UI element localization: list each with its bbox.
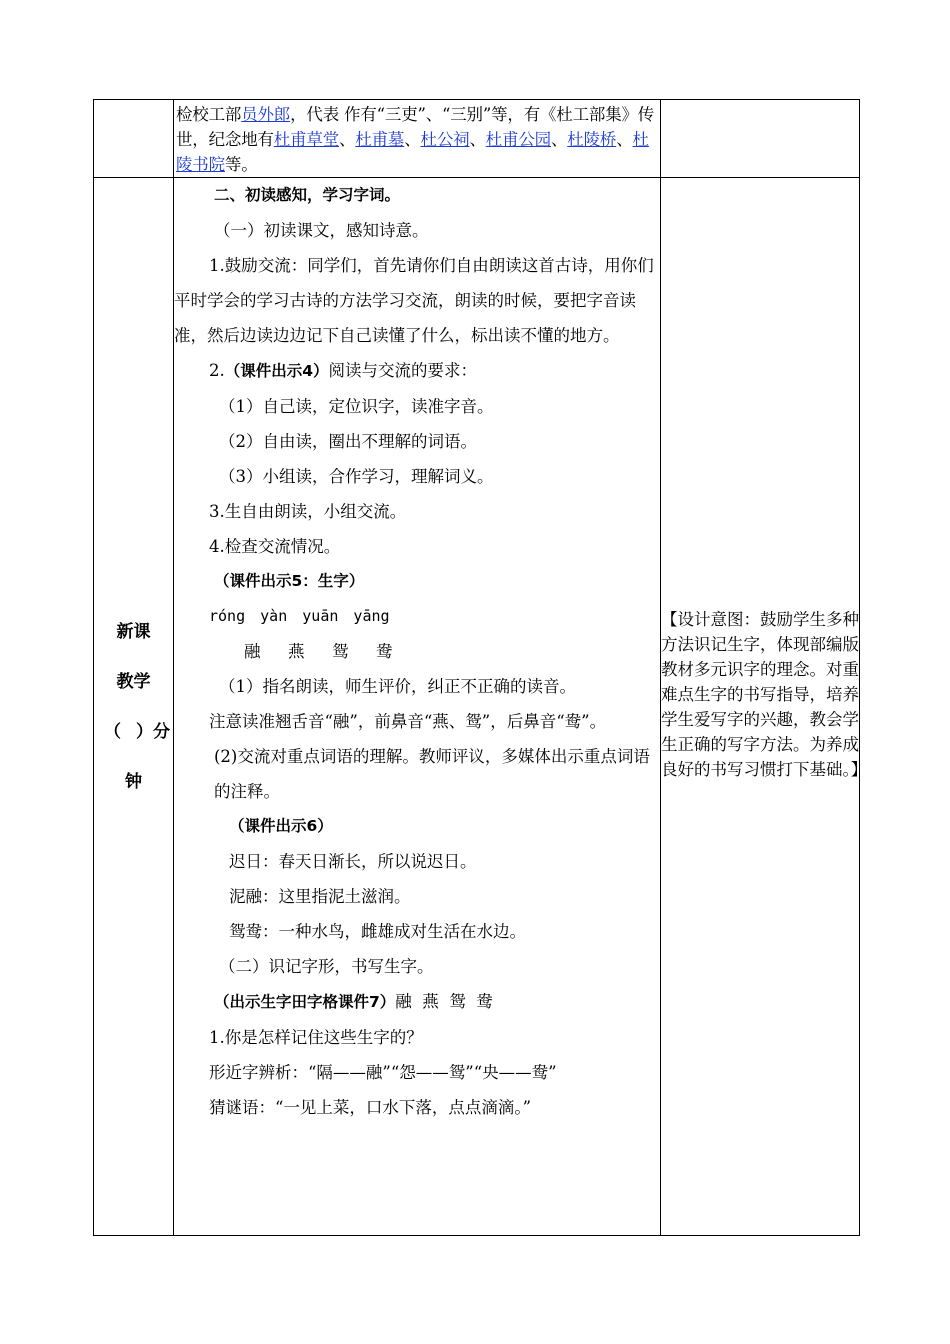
- design-intent-note: 【设计意图：鼓励学生多种方法识记生字，体现部编版教材多元识字的理念。对重难点生字的书写指导，培养学生爱写字的兴趣，教会学生正确的写字方法。为养成良好的书写习惯打下基础。】: [661, 610, 868, 779]
- character-list: 融 燕 鸳 鸯: [395, 992, 493, 1011]
- teaching-content-cell: [174, 178, 661, 1236]
- empty-cell: [661, 100, 860, 178]
- list-item: （2）自由读，圈出不理解的词语。: [219, 432, 477, 451]
- separator: 、: [339, 130, 356, 149]
- list-item: （1）指名朗读，师生评价，纠正不正确的读音。: [219, 677, 576, 696]
- section-label-line: 钟: [125, 771, 142, 792]
- paragraph: 猜谜语：“一见上菜，口水下落，点点滴滴。”: [209, 1098, 532, 1117]
- paragraph: [174, 984, 660, 1020]
- link-dugong-ci[interactable]: 杜公祠: [420, 130, 470, 149]
- author-intro-cell: [174, 100, 661, 178]
- courseware-label: （课件出示4）: [224, 362, 329, 380]
- character: 鸳: [332, 642, 349, 661]
- paragraph: 1.你是怎样记住这些生字的？: [209, 1028, 423, 1047]
- paragraph: 注意读准翘舌音“融”，前鼻音“燕、鸳”，后鼻音“鸯”。: [209, 712, 607, 731]
- glossary-item: 泥融：这里指泥土滋润。: [229, 887, 411, 906]
- separator: 、: [404, 130, 421, 149]
- table-row: [94, 178, 860, 1236]
- character: 燕: [288, 642, 305, 661]
- list-item: （3）小组读，合作学习，理解词义。: [219, 467, 494, 486]
- paragraph: 形近字辨析：“隔——融”“怨——鸳”“央——鸯”: [209, 1063, 557, 1082]
- list-item: （1）自己读，定位识字，读准字音。: [219, 397, 494, 416]
- link-dufu-caotang[interactable]: 杜甫草堂: [273, 130, 340, 149]
- intro-text: ，代表 作有“三吏”、“三别”等，有《杜工部集》传世，纪念地有: [176, 105, 655, 149]
- intro-text: 等。: [224, 155, 258, 174]
- item-number: 2.: [209, 361, 225, 380]
- separator: 、: [616, 130, 633, 149]
- separator: 、: [469, 130, 486, 149]
- minutes-label: ）分: [136, 721, 170, 742]
- link-dufu-park[interactable]: 杜甫公园: [485, 130, 551, 149]
- paragraph: 4.检查交流情况。: [209, 537, 341, 556]
- author-intro-text: [174, 100, 660, 177]
- link-duling-bridge[interactable]: 杜陵桥: [567, 130, 617, 149]
- link-yuanwailang[interactable]: 员外郎: [241, 105, 291, 124]
- paren-open: （: [104, 721, 121, 742]
- paragraph: 3.生自由朗读，小组交流。: [209, 502, 407, 521]
- duration-label: [94, 707, 173, 757]
- link-dufu-mu[interactable]: 杜甫墓: [355, 130, 405, 149]
- subsection-heading: （二）识记字形，书写生字。: [219, 957, 434, 976]
- paragraph: [174, 353, 660, 389]
- section-label-cell: [94, 178, 174, 1236]
- pinyin-row: róng yàn yuān yāng: [209, 607, 390, 625]
- intro-text: 检校工部: [176, 105, 242, 124]
- character: 鸯: [376, 642, 393, 661]
- design-intent-cell: [661, 178, 868, 1236]
- glossary-item: 迟日：春天日渐长，所以说迟日。: [229, 852, 477, 871]
- subsection-heading: （一）初读课文，感知诗意。: [214, 221, 429, 240]
- courseware-label: （课件出示5：生字）: [214, 572, 365, 590]
- section-label-line: 新课: [116, 621, 151, 642]
- empty-cell: [94, 100, 174, 178]
- item-text: 阅读与交流的要求：: [328, 361, 478, 380]
- link-duling-academy[interactable]: 杜陵书院: [176, 130, 649, 174]
- courseware-label: （出示生字田字格课件7）: [214, 993, 396, 1011]
- lesson-plan-table: [93, 99, 868, 1236]
- separator: 、: [550, 130, 568, 149]
- character: 融: [244, 642, 261, 661]
- paragraph-text: (2)交流对重点词语的理解。教师评议，多媒体出示重点词语的注释。: [214, 747, 650, 801]
- paragraph: [174, 739, 660, 809]
- new-characters-row: [174, 634, 660, 669]
- glossary-item: 鸳鸯：一种水鸟，雌雄成对生活在水边。: [229, 922, 526, 941]
- paragraph: 1.鼓励交流：同学们，首先请你们自由朗读这首古诗，用你们平时学会的学习古诗的方法学习交流，朗读的时候，要把字音读准，然后边读边边记下自己读懂了什么，标出读不懂的地方。: [174, 256, 654, 345]
- courseware-label: （课件出示6）: [229, 817, 333, 835]
- section-label-line: 教学: [116, 671, 151, 692]
- section-heading: 二、初读感知，学习字词。: [214, 186, 401, 204]
- table-row: [94, 100, 860, 178]
